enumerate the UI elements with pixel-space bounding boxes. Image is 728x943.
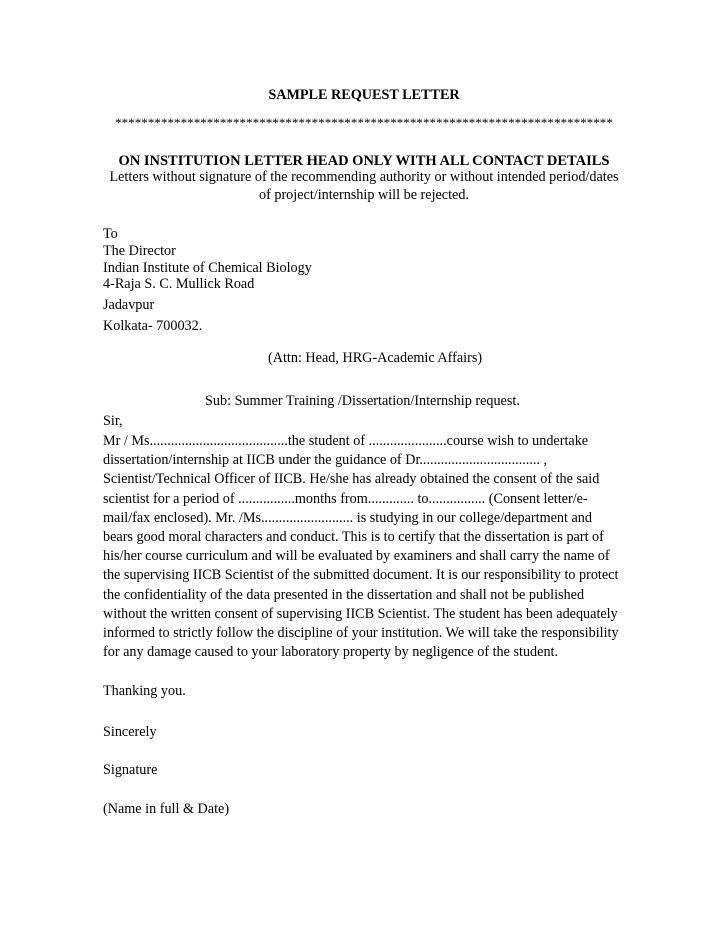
thanks-line: Thanking you. [103, 683, 186, 699]
closing-line: Sincerely [103, 724, 157, 740]
star-divider: **************************************************************************** [115, 115, 613, 130]
attention-line: (Attn: Head, HRG-Academic Affairs) [268, 350, 483, 366]
letter-body [103, 432, 633, 662]
address-line-5: Kolkata- 700032. [103, 318, 203, 334]
warning-line-1: Letters without signature of the recommending authority or without intended period/dates [109, 169, 619, 185]
body-line: mail/fax enclosed). Mr. /Ms.......................... is studying in our college/department and [103, 509, 592, 526]
address-line-3: 4-Raja S. C. Mullick Road [103, 276, 255, 292]
address-line-2: Indian Institute of Chemical Biology [103, 260, 312, 276]
body-line: Scientist/Technical Officer of IICB. He/she has already obtained the consent of the said [103, 471, 600, 488]
letter-title: SAMPLE REQUEST LETTER [268, 87, 460, 103]
name-date-line: (Name in full & Date) [103, 801, 230, 817]
address-line-1: The Director [103, 243, 176, 259]
body-line: the supervising IICB Scientist of the submitted document. It is our responsibility to protect [103, 567, 619, 584]
body-line: for any damage caused to your laboratory property by negligence of the student. [103, 644, 559, 661]
body-line: dissertation/internship at IICB under the guidance of Dr.................................. , [103, 452, 548, 469]
body-line: without the written consent of supervising IICB Scientist. The student has been adequately [103, 605, 618, 622]
address-line-4: Jadavpur [103, 297, 155, 313]
body-line: informed to strictly follow the discipline of your institution. We will take the responsibility [103, 625, 619, 642]
body-line: the confidentiality of the data presented in the dissertation and shall not be published [103, 586, 585, 603]
body-line: scientist for a period of ................months from............. to................ (Consent letter/e- [103, 490, 588, 507]
subject-line: Sub: Summer Training /Dissertation/Internship request. [205, 393, 520, 409]
body-line: bears good moral characters and conduct. This is to certify that the dissertation is part of [103, 529, 604, 546]
body-line: his/her course curriculum and will be evaluated by examiners and shall carry the name of [103, 548, 610, 565]
header-note: ON INSTITUTION LETTER HEAD ONLY WITH ALL CONTACT DETAILS [118, 153, 610, 169]
signature-line: Signature [103, 762, 158, 778]
warning-line-2: of project/internship will be rejected. [259, 187, 469, 203]
salutation: Sir, [103, 413, 123, 429]
address-to: To [103, 226, 118, 242]
body-line: Mr / Ms.......................................the student of ......................course wish to undertake [103, 433, 589, 449]
